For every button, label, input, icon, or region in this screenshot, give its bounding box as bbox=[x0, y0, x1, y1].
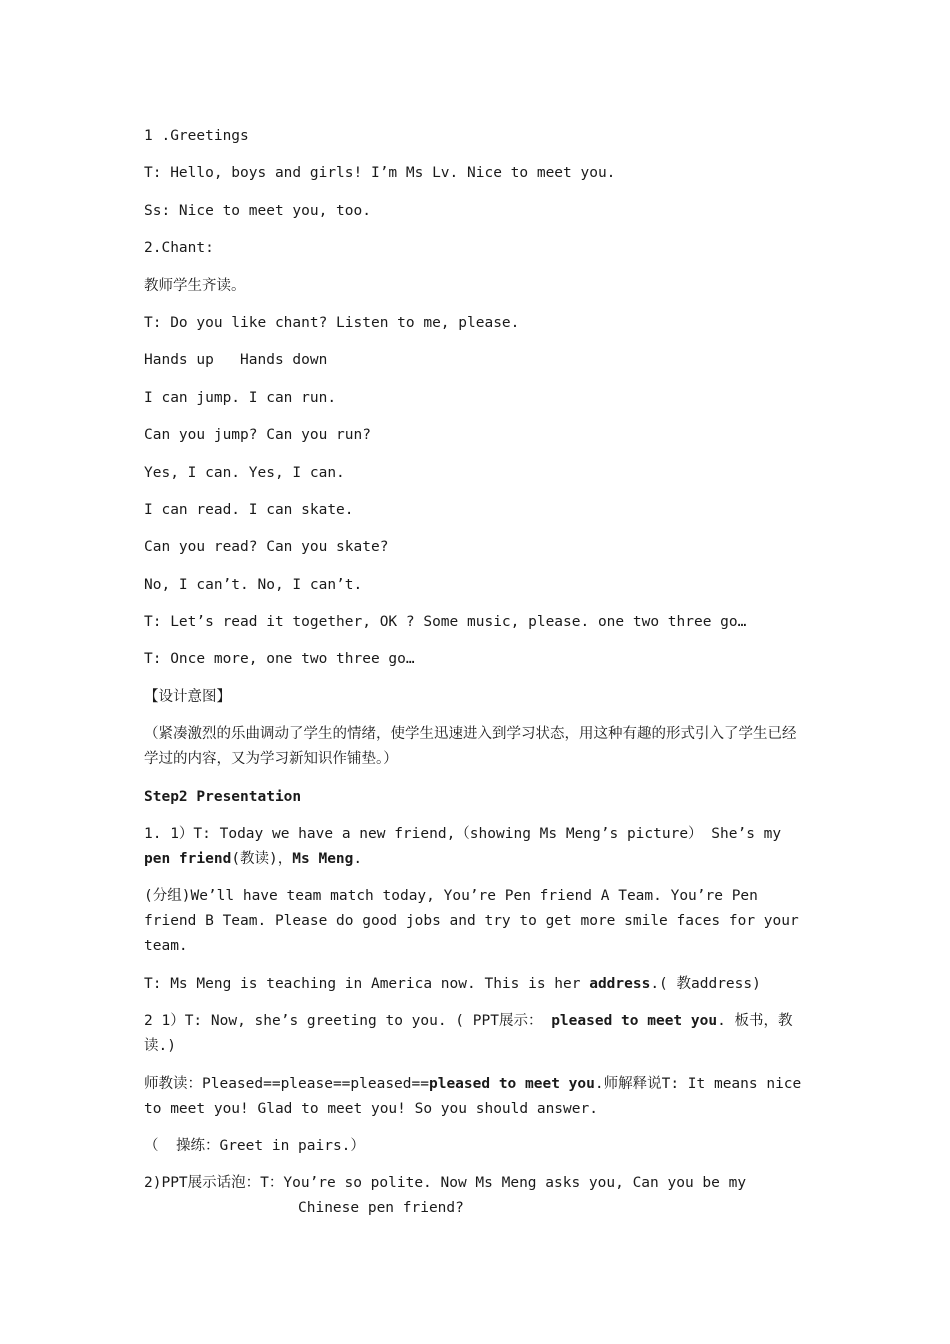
design-intent-title: 【设计意图】 bbox=[144, 688, 231, 705]
chant-line: Can you jump? Can you run? bbox=[144, 427, 371, 444]
text-run: 师教读：Pleased==please==pleased== bbox=[144, 1075, 429, 1092]
presentation-paragraph-7: 2)PPT展示话泡：T：You’re so polite. Now Ms Meng asks you, Can you be my Chinese pen friend? bbox=[144, 1175, 755, 1217]
text-run: .师解释说T: It means nice to meet you! Glad to meet you! So you should answer. bbox=[144, 1075, 810, 1117]
chant-line: I can jump. I can run. bbox=[144, 389, 337, 406]
instruction-line: 教师学生齐读。 bbox=[144, 277, 246, 294]
text-run: .( 教address) bbox=[650, 975, 761, 992]
chant-line: Hands up Hands down bbox=[144, 352, 328, 369]
text-run: (教读)， bbox=[231, 851, 293, 868]
text-run: 1. 1）T: Today we have a new friend,（showing Ms Meng’s picture） She’s my bbox=[144, 826, 790, 843]
text-run: . bbox=[353, 851, 363, 868]
presentation-paragraph-1 bbox=[144, 822, 804, 872]
bold-keyword: address bbox=[589, 975, 651, 992]
greetings-heading: 1 .Greetings bbox=[144, 128, 249, 144]
presentation-paragraph-5 bbox=[144, 1072, 810, 1122]
design-intent-text: （紧凑激烈的乐曲调动了学生的情绪，使学生迅速进入到学习状态，用这种有趣的形式引入了学生已经学过的内容，又为学习新知识作铺垫。） bbox=[144, 726, 797, 768]
dialogue-line: T: Hello, boys and girls! I’m Ms Lv. Nice to meet you. bbox=[144, 165, 616, 182]
chant-line: Can you read? Can you skate? bbox=[144, 539, 389, 556]
chant-line: No, I can’t. No, I can’t. bbox=[144, 576, 363, 593]
presentation-paragraph-4 bbox=[144, 1009, 804, 1059]
bold-keyword: pleased to meet you bbox=[428, 1075, 595, 1092]
chant-line: Yes, I can. Yes, I can. bbox=[144, 464, 345, 481]
text-run: T: Ms Meng is teaching in America now. This is her bbox=[144, 975, 590, 992]
chant-line: I can read. I can skate. bbox=[144, 501, 354, 518]
chant-heading: 2.Chant: bbox=[144, 240, 214, 257]
bold-keyword: pen friend bbox=[144, 851, 232, 868]
presentation-paragraph-2: (分组)We’ll have team match today, You’re Pen friend A Team. You’re Pen friend B Team. Please do good jobs and try to get more smile faces for your team. bbox=[144, 888, 808, 955]
presentation-paragraph-3 bbox=[144, 972, 804, 997]
dialogue-line: Ss: Nice to meet you, too. bbox=[144, 202, 371, 219]
text-run: 2 1）T: Now, she’s greeting to you. ( PPT展示： bbox=[144, 1013, 552, 1030]
bold-keyword: pleased to meet you bbox=[551, 1013, 718, 1030]
dialogue-line: T: Do you like chant? Listen to me, please. bbox=[144, 314, 520, 331]
document-body bbox=[144, 124, 810, 1234]
text-run: . 板书，教读.) bbox=[144, 1013, 793, 1055]
practice-line: （ 操练：Greet in pairs.） bbox=[144, 1137, 365, 1154]
bold-keyword: Ms Meng bbox=[292, 851, 354, 868]
dialogue-line: T: Let’s read it together, OK ? Some music, please. one two three go… bbox=[144, 614, 747, 631]
dialogue-line: T: Once more, one two three go… bbox=[144, 651, 415, 668]
step2-heading: Step2 Presentation bbox=[144, 788, 302, 805]
